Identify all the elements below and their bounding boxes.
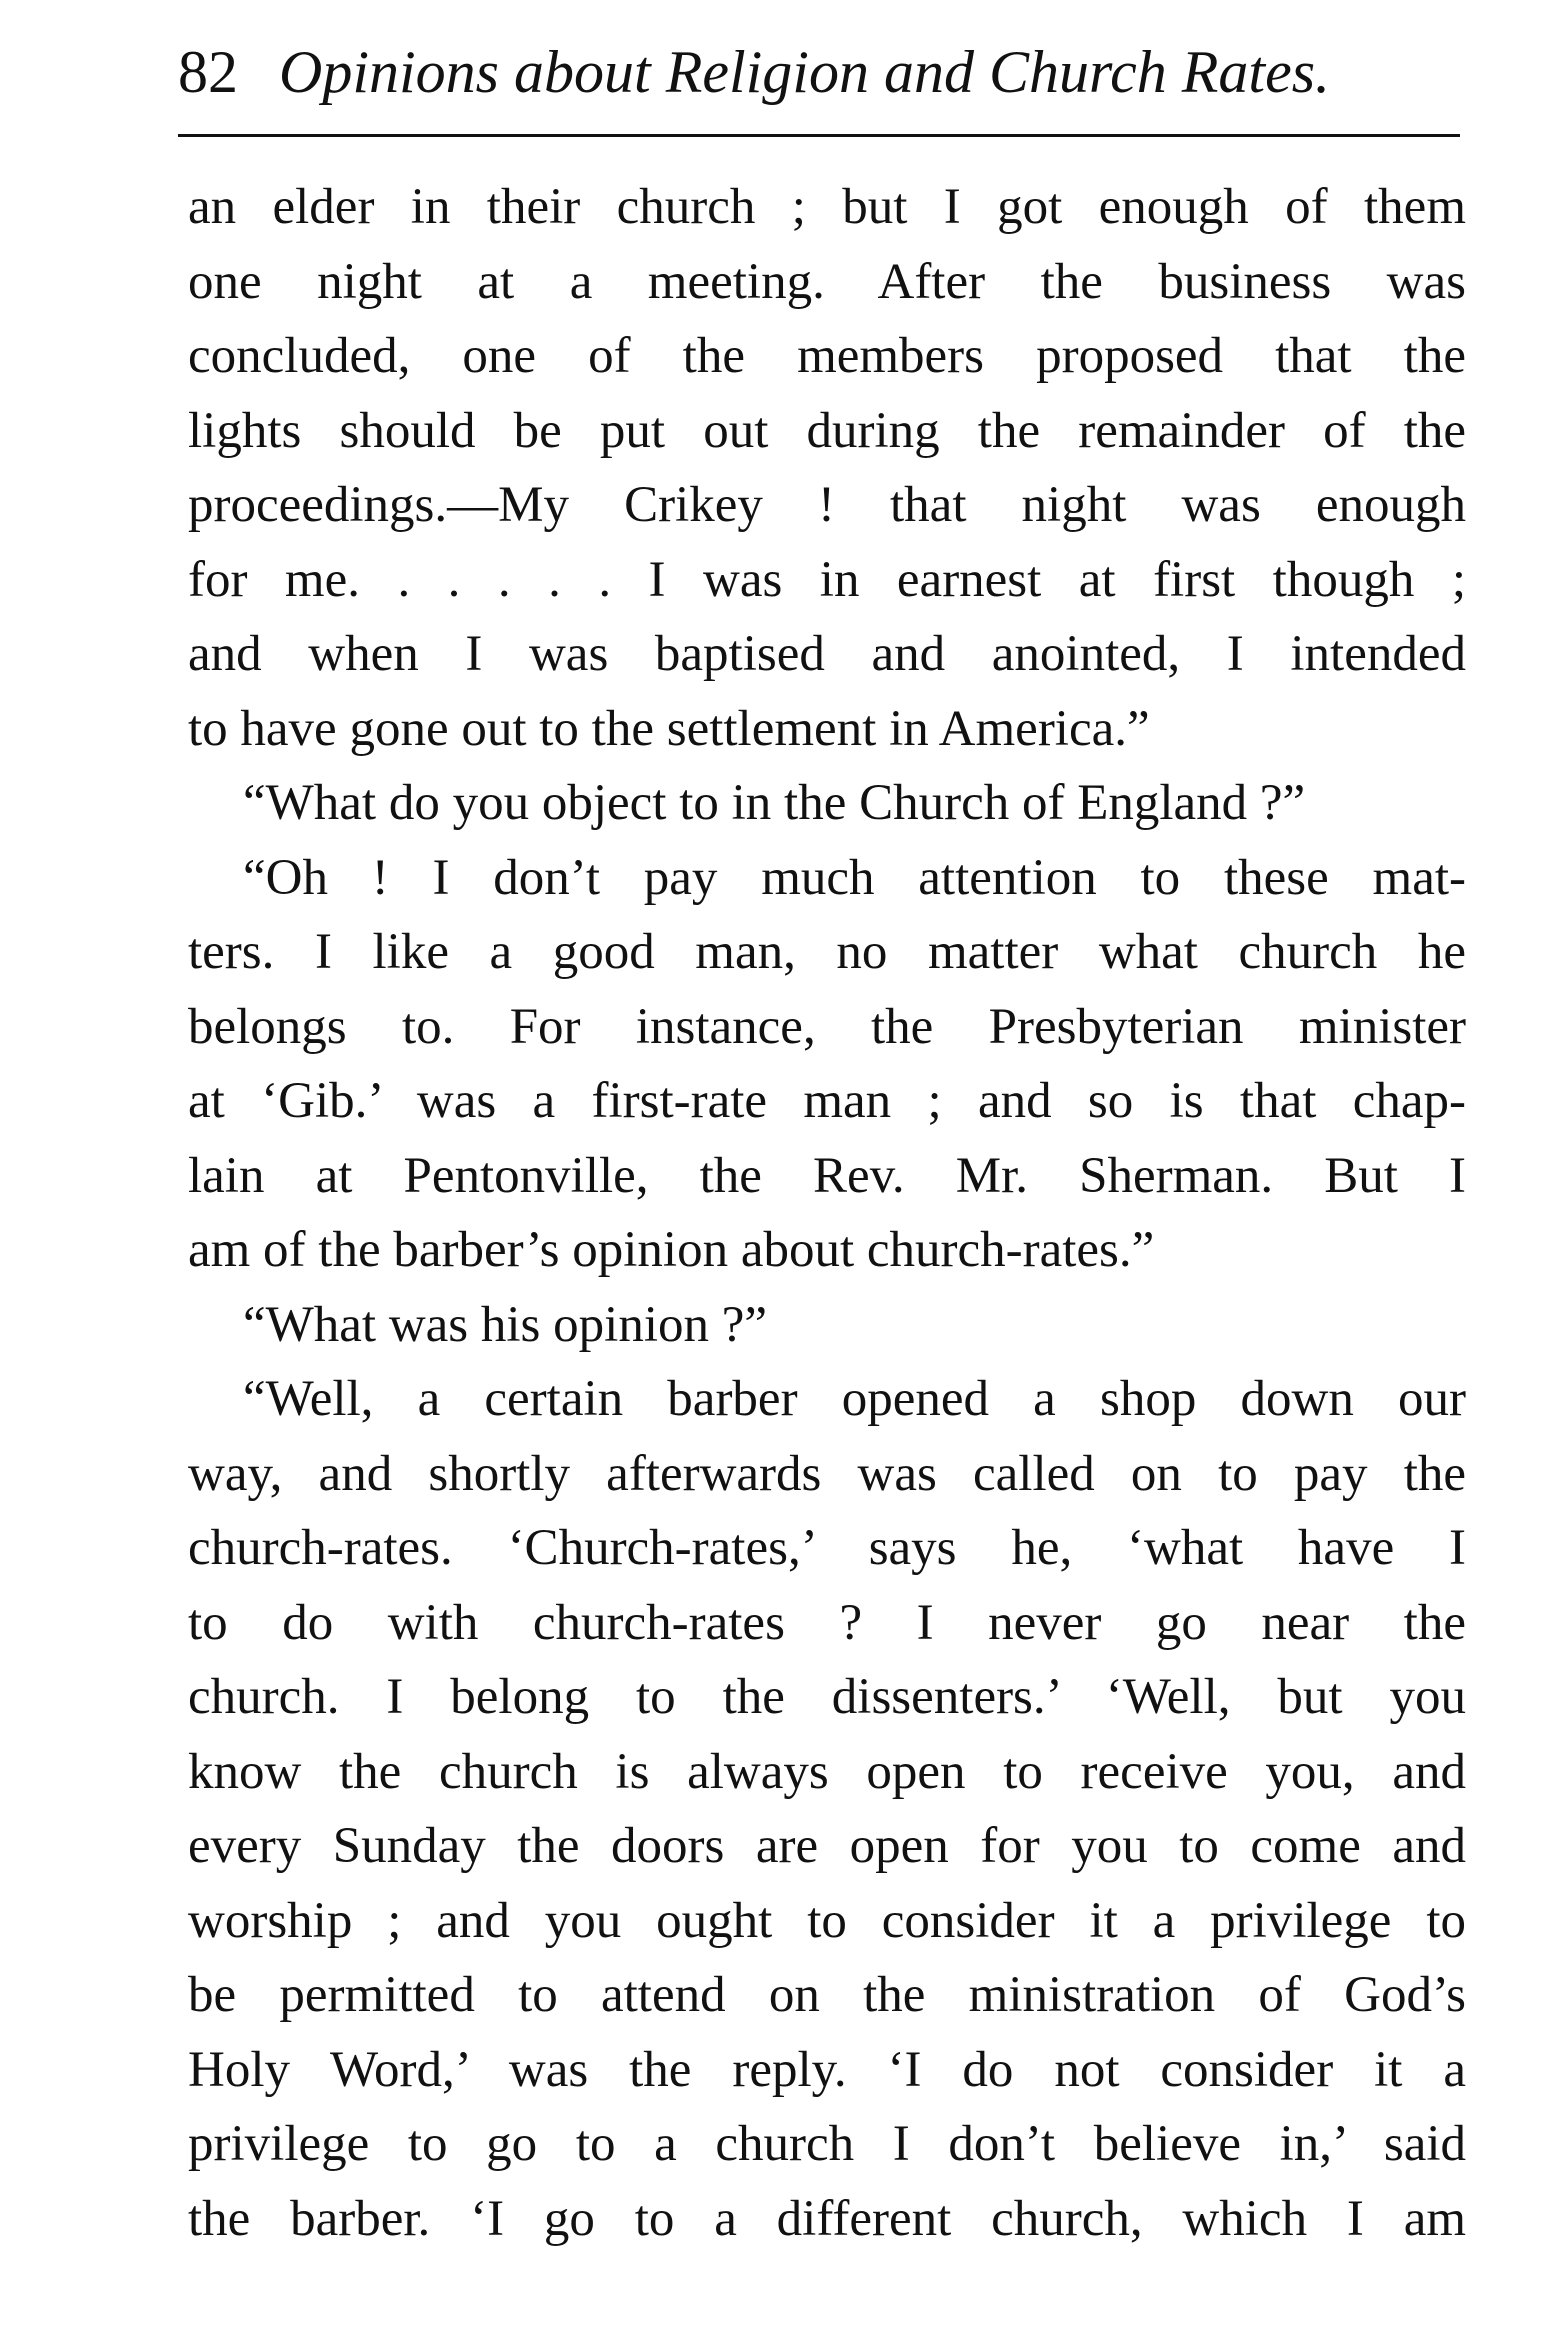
text-line: one night at a meeting. After the business was [188, 253, 1466, 310]
text-line: church. I belong to the dissenters.’ ‘Well, but you [188, 1669, 1466, 1725]
text-line: be permitted to attend on the ministration of God’s [188, 1967, 1466, 2023]
running-head [178, 32, 1478, 112]
text-line: every Sunday the doors are open for you to come and [188, 1818, 1466, 1874]
text-line: lights should be put out during the remainder of the [188, 402, 1466, 459]
text-line: “What do you object to in the Church of England ?” [243, 775, 1306, 831]
text-line: church-rates. ‘Church-rates,’ says he, ‘what have I [188, 1520, 1466, 1576]
text-line: “Oh ! I don’t pay much attention to these mat- [243, 849, 1466, 906]
text-line: proceedings.—My Crikey ! that night was enough [188, 477, 1466, 533]
text-line: ters. I like a good man, no matter what church he [188, 924, 1466, 980]
text-line: and when I was baptised and anointed, I intended [188, 626, 1466, 682]
body-text [188, 170, 1466, 2256]
text-line: at ‘Gib.’ was a first-rate man ; and so is that chap- [188, 1073, 1466, 1129]
text-line: lain at Pentonville, the Rev. Mr. Sherman. But I [188, 1147, 1466, 1204]
text-line: to do with church-rates ? I never go near the [188, 1594, 1466, 1651]
text-line: know the church is always open to receive you, and [188, 1743, 1466, 1800]
text-line: an elder in their church ; but I got enough of them [188, 179, 1466, 235]
text-line: Holy Word,’ was the reply. ‘I do not consider it a [188, 2041, 1466, 2098]
text-line: to have gone out to the settlement in America.” [188, 700, 1150, 757]
text-line: for me. . . . . . I was in earnest at first though ; [188, 551, 1466, 608]
text-line: the barber. ‘I go to a different church, which I am [188, 2190, 1466, 2247]
text-line: concluded, one of the members proposed that the [188, 328, 1466, 384]
text-line: worship ; and you ought to consider it a privilege to [188, 1892, 1466, 1949]
header-rule [178, 134, 1460, 137]
text-line: belongs to. For instance, the Presbyterian minister [188, 998, 1466, 1055]
text-line: am of the barber’s opinion about church-rates.” [188, 1222, 1155, 1278]
text-line: way, and shortly afterwards was called on to pay the [188, 1445, 1466, 1502]
running-title: Opinions about Religion and Church Rates. [279, 39, 1331, 105]
text-line: “What was his opinion ?” [243, 1296, 768, 1353]
text-line: “Well, a certain barber opened a shop down our [243, 1371, 1466, 1427]
page-number: 82 [178, 39, 238, 105]
text-line: privilege to go to a church I don’t believe in,’ said [188, 2116, 1466, 2172]
